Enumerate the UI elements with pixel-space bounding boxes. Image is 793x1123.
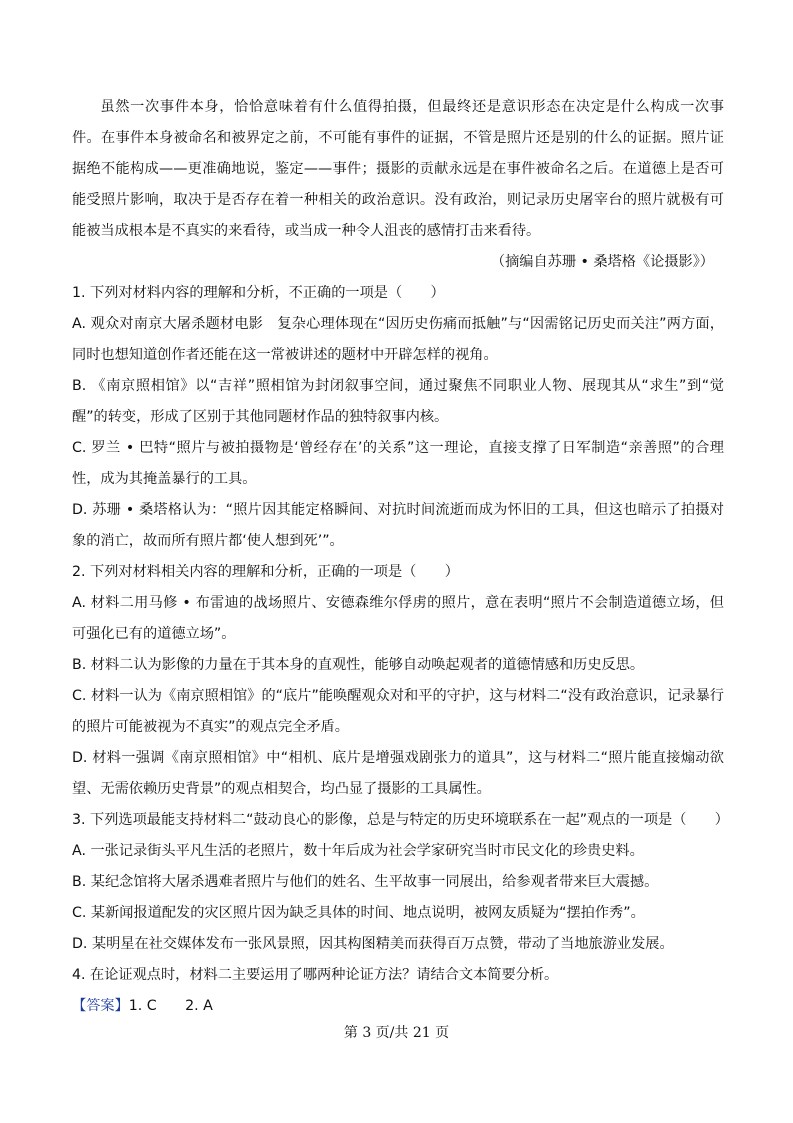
passage-paragraph: 虽然一次事件本身，恰恰意味着有什么值得拍摄，但最终还是意识形态在决定是什么构成一次事件。在事件本身被命名和被界定之前，不可能有事件的证据，不管是照片还是别的什么的证据。照片证据绝不能构成——更准确地说，鉴定——事件；摄影的贡献永远是在事件被命名之后。在道德上是否可能受照片影响，取决于是否存在着一种相关的政治意识。没有政治，则记录历史屠宰台的照片就极有可能被当成根本是不真实的来看待，或当成一种令人沮丧的感情打击来看待。 [72, 99, 724, 239]
option-b: B. 《南京照相馆》以“吉祥”照相馆为封闭叙事空间，通过聚焦不同职业人物、展现其从“求生”到“觉醒”的转变，形成了区别于其他同题材作品的独特叙事内核。 [72, 378, 724, 425]
option-d: D. 材料一强调《南京照相馆》中“相机、底片是增强戏剧张力的道具”，这与材料二“照片能直接煽动欲望、无需依赖历史背景”的观点相契合，均凸显了摄影的工具属性。 [72, 750, 724, 797]
question-stem: 2. 下列对材料相关内容的理解和分析，正确的一项是（ ） [72, 564, 459, 580]
question-4 [72, 960, 724, 991]
passage-source: （摘编自苏珊 • 桑塔格《论摄影》） [490, 254, 714, 270]
option-a: A. 一张记录街头平凡生活的老照片，数十年后成为社会学家研究当时市民文化的珍贵史料。 [72, 843, 644, 859]
option-b: B. 某纪念馆将大屠杀遇难者照片与他们的姓名、生平故事一同展出，给参观者带来巨大震撼。 [72, 874, 659, 890]
answer-label: 【答案】 [72, 998, 129, 1014]
option-c: C. 罗兰 • 巴特“照片与被拍摄物是‘曾经存在’的关系”这一理论，直接支撑了日军制造“亲善照”的合理性，成为其掩盖暴行的工具。 [72, 440, 724, 487]
question-2 [72, 557, 724, 805]
question-3 [72, 805, 729, 960]
question-stem: 3. 下列选项最能支持材料二“鼓动良心的影像，总是与特定的历史环境联系在一起”观点的一项是（ ） [72, 812, 729, 828]
question-stem: 1. 下列对材料内容的理解和分析，不正确的一项是（ ） [72, 285, 445, 301]
option-b: B. 材料二认为影像的力量在于其本身的直观性，能够自动唤起观者的道德情感和历史反思。 [72, 657, 645, 673]
option-a: A. 材料二用马修 • 布雷迪的战场照片、安德森维尔俘虏的照片，意在表明“照片不会制造道德立场，但可强化已有的道德立场”。 [72, 595, 724, 642]
option-c: C. 某新闻报道配发的灾区照片因为缺乏具体的时间、地点说明，被网友质疑为“摆拍作秀”。 [72, 905, 645, 921]
answer-text: 1. C 2. A [128, 998, 213, 1014]
question-1 [72, 278, 724, 557]
answer-line [72, 991, 724, 1022]
option-a: A. 观众对南京大屠杀题材电影 复杂心理体现在“因历史伤痛而抵触”与“因需铭记历史而关注”两方面，同时也想知道创作者还能在这一常被讲述的题材中开辟怎样的视角。 [72, 316, 724, 363]
page-content [72, 92, 729, 1022]
option-c: C. 材料一认为《南京照相馆》的“底片”能唤醒观众对和平的守护，这与材料二“没有政治意识，记录暴行的照片可能被视为不真实”的观点完全矛盾。 [72, 688, 724, 735]
question-stem: 4. 在论证观点时，材料二主要运用了哪两种论证方法？请结合文本简要分析。 [72, 967, 559, 983]
option-d: D. 苏珊 • 桑塔格认为：“照片因其能定格瞬间、对抗时间流逝而成为怀旧的工具，但这也暗示了拍摄对象的消亡，故而所有照片都‘使人想到死’”。 [72, 502, 724, 549]
option-d: D. 某明星在社交媒体发布一张风景照，因其构图精美而获得百万点赞，带动了当地旅游业发展。 [72, 936, 674, 952]
page-footer: 第 3 页/共 21 页 [343, 1025, 450, 1041]
